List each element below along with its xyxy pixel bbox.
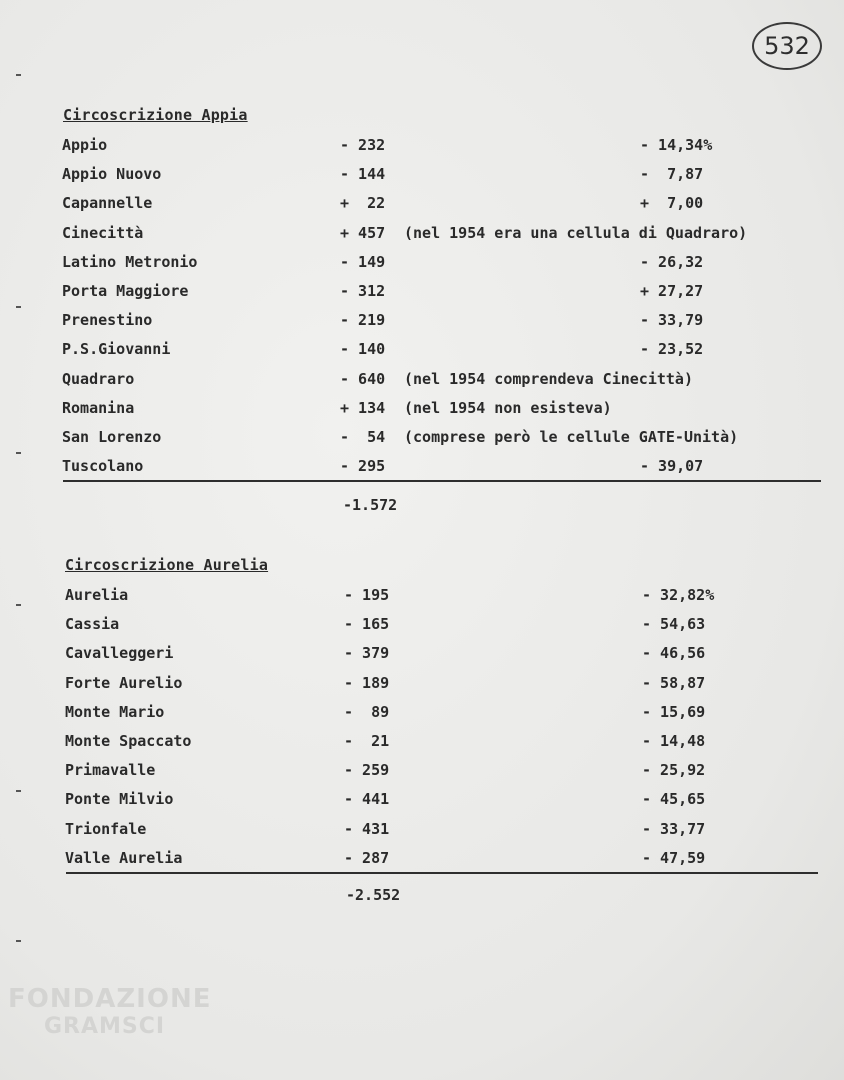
row-percent: - 14,34% (640, 136, 713, 154)
row-delta: - 149 (340, 252, 386, 271)
table-row (62, 340, 820, 360)
margin-mark (16, 940, 21, 942)
row-delta: - 195 (344, 586, 390, 604)
table-row (62, 253, 820, 273)
row-name: Porta Maggiore (62, 282, 189, 300)
row-name: Cassia (65, 615, 120, 634)
row-percent: - 33,77 (642, 819, 706, 838)
row-percent: + 27,27 (640, 282, 704, 300)
row-name: Latino Metronio (62, 252, 198, 271)
table-row (62, 194, 820, 214)
row-name: Trionfale (65, 819, 147, 838)
table-row (65, 761, 820, 781)
row-name: Primavalle (65, 761, 156, 780)
row-note: (nel 1954 comprendeva Cinecittà) (404, 369, 693, 388)
total-appia: -1.572 (343, 496, 398, 514)
row-name: Quadraro (62, 369, 135, 388)
table-row (62, 428, 820, 448)
row-name: Aurelia (65, 586, 129, 604)
row-delta: - 431 (344, 819, 390, 838)
row-delta: - 640 (340, 369, 386, 388)
row-delta: - 140 (340, 340, 386, 359)
row-name: P.S.Giovanni (62, 340, 171, 359)
page-number-stamp: 532 (752, 22, 822, 70)
table-row (62, 311, 820, 331)
row-delta: - 189 (344, 673, 390, 692)
row-percent: - 15,69 (642, 702, 706, 721)
row-percent: - 46,56 (642, 644, 706, 663)
row-percent: - 23,52 (640, 340, 704, 359)
table-row (62, 457, 820, 477)
table-row (65, 674, 820, 694)
table-row (62, 282, 820, 302)
row-name: Monte Mario (65, 702, 165, 721)
row-name: Romanina (62, 398, 135, 417)
watermark-line2: GRAMSCI (44, 1014, 166, 1039)
section-title-appia: Circoscrizione Appia (63, 106, 248, 124)
row-percent: - 33,79 (640, 311, 704, 330)
margin-mark (16, 452, 21, 454)
table-row (65, 732, 820, 752)
row-delta: + 457 (340, 223, 386, 242)
row-percent: - 47,59 (642, 848, 706, 867)
row-name: Monte Spaccato (65, 732, 192, 750)
row-delta: - 295 (340, 457, 386, 476)
row-delta: - 89 (344, 702, 390, 721)
table-row (65, 849, 820, 869)
watermark-line1: FONDAZIONE (8, 984, 212, 1014)
row-percent: - 39,07 (640, 457, 704, 476)
row-name: Ponte Milvio (65, 790, 174, 809)
row-name: Capannelle (62, 194, 153, 213)
row-percent: - 7,87 (640, 165, 704, 184)
row-percent: - 32,82% (642, 586, 715, 604)
row-delta: - 441 (344, 790, 390, 809)
row-note: (nel 1954 non esisteva) (404, 398, 612, 417)
table-row (65, 586, 820, 606)
table-row (62, 136, 820, 156)
row-percent: - 14,48 (642, 732, 706, 750)
total-aurelia: -2.552 (346, 886, 401, 904)
row-name: Prenestino (62, 311, 153, 330)
margin-mark (16, 306, 21, 308)
row-name: Tuscolano (62, 457, 144, 476)
total-rule-aurelia (66, 872, 818, 874)
margin-mark (16, 604, 21, 606)
row-note: (nel 1954 era una cellula di Quadraro) (404, 223, 748, 242)
row-delta: - 259 (344, 761, 390, 780)
row-delta: + 22 (340, 194, 386, 213)
table-row (65, 615, 820, 635)
row-percent: - 45,65 (642, 790, 706, 809)
row-name: Cinecittà (62, 223, 144, 242)
table-row (65, 820, 820, 840)
margin-mark (16, 74, 21, 76)
row-delta: - 54 (340, 428, 386, 446)
watermark-logo (8, 985, 211, 1041)
row-delta: - 312 (340, 282, 386, 300)
row-delta: - 144 (340, 165, 386, 184)
row-delta: - 165 (344, 615, 390, 634)
row-note: (comprese però le cellule GATE-Unità) (404, 428, 739, 446)
row-percent: - 54,63 (642, 615, 706, 634)
row-percent: - 26,32 (640, 252, 704, 271)
row-name: Cavalleggeri (65, 644, 174, 663)
row-delta: - 287 (344, 848, 390, 867)
total-rule-appia (63, 480, 821, 482)
margin-mark (16, 790, 21, 792)
table-row (65, 644, 820, 664)
row-percent: - 25,92 (642, 761, 706, 780)
table-row (62, 165, 820, 185)
row-name: San Lorenzo (62, 428, 162, 446)
table-row (62, 224, 820, 244)
row-delta: - 232 (340, 136, 386, 154)
row-delta: - 21 (344, 732, 390, 750)
row-name: Forte Aurelio (65, 673, 183, 692)
row-delta: - 219 (340, 311, 386, 330)
row-delta: - 379 (344, 644, 390, 663)
table-row (65, 790, 820, 810)
row-percent: + 7,00 (640, 194, 704, 213)
table-row (65, 703, 820, 723)
row-name: Valle Aurelia (65, 848, 183, 867)
row-name: Appio (62, 136, 108, 154)
row-percent: - 58,87 (642, 673, 706, 692)
table-row (62, 370, 820, 390)
row-delta: + 134 (340, 398, 386, 417)
section-title-aurelia: Circoscrizione Aurelia (65, 556, 269, 574)
table-row (62, 399, 820, 419)
row-name: Appio Nuovo (62, 165, 162, 184)
